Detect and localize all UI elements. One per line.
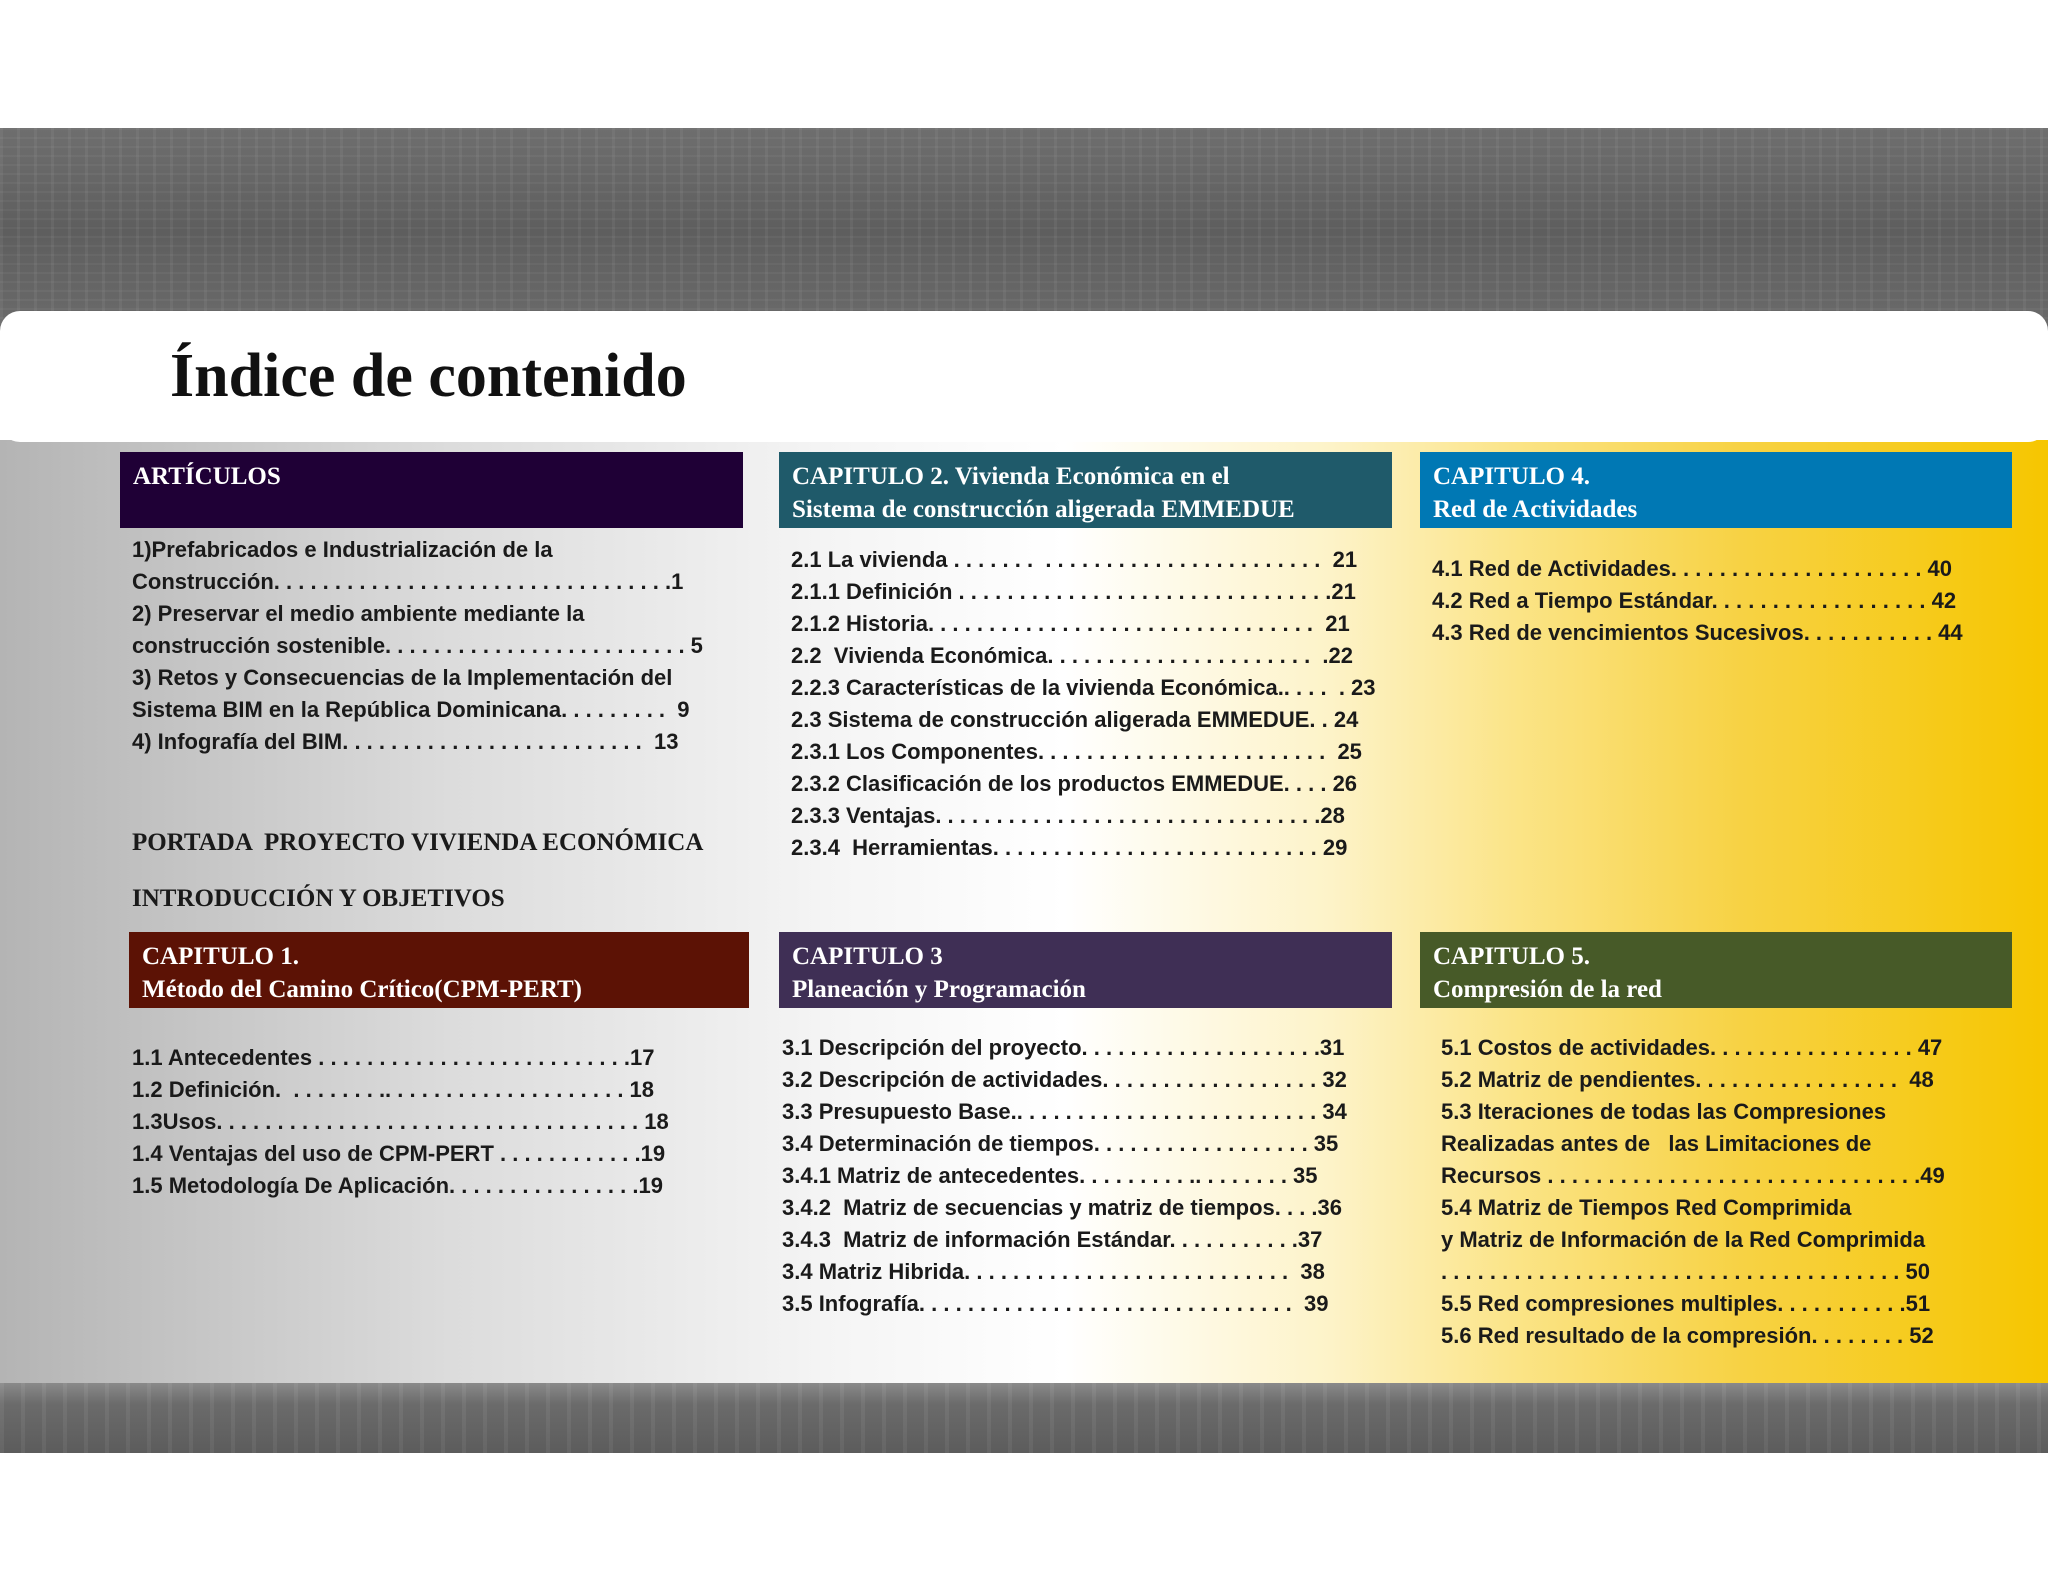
list-item[interactable]: 1.2 Definición. . . . . . . . .. . . . . . . . . . . . . . . . . . . . 18 bbox=[132, 1077, 655, 1102]
list-item[interactable]: 3.2 Descripción de actividades. . . . . . . . . . . . . . . . . . 32 bbox=[782, 1067, 1347, 1092]
cap4-header bbox=[1420, 452, 2012, 528]
page-title: Índice de contenido bbox=[170, 342, 687, 410]
list-item[interactable]: 5.3 Iteraciones de todas las Compresiones bbox=[1441, 1099, 1887, 1124]
list-item[interactable]: 2) Preservar el medio ambiente mediante la bbox=[132, 601, 585, 626]
articulos-header-label: ARTÍCULOS bbox=[133, 463, 281, 490]
list-item[interactable]: 5.2 Matriz de pendientes. . . . . . . . . . . . . . . . . 48 bbox=[1441, 1067, 1934, 1092]
list-item[interactable]: Recursos . . . . . . . . . . . . . . . . . . . . . . . . . . . . . . .49 bbox=[1441, 1163, 1945, 1188]
list-item[interactable]: 1.4 Ventajas del uso de CPM-PERT . . . . . . . . . . . .19 bbox=[132, 1141, 666, 1166]
cap3-header-line2: Planeación y Programación bbox=[792, 976, 1086, 1003]
list-item[interactable]: 3.4 Matriz Hibrida. . . . . . . . . . . . . . . . . . . . . . . . . . . 38 bbox=[782, 1259, 1325, 1284]
list-item[interactable]: . . . . . . . . . . . . . . . . . . . . . . . . . . . . . . . . . . . . . . 50 bbox=[1441, 1259, 1931, 1284]
cap4-header-line1: CAPITULO 4. bbox=[1433, 463, 1590, 490]
list-item[interactable]: 5.6 Red resultado de la compresión. . . . . . . . 52 bbox=[1441, 1323, 1934, 1348]
cap3-list bbox=[782, 1032, 1347, 1320]
list-item[interactable]: 3.4.3 Matriz de información Estándar. . . . . . . . . . .37 bbox=[782, 1227, 1323, 1252]
list-item[interactable]: Construcción. . . . . . . . . . . . . . . . . . . . . . . . . . . . . . . . .1 bbox=[132, 569, 684, 594]
list-item[interactable]: 1)Prefabricados e Industrialización de la bbox=[132, 537, 553, 562]
bottom-texture-band bbox=[0, 1383, 2048, 1453]
list-item[interactable]: 3.4 Determinación de tiempos. . . . . . . . . . . . . . . . . . 35 bbox=[782, 1131, 1339, 1156]
list-item[interactable]: 2.3.3 Ventajas. . . . . . . . . . . . . . . . . . . . . . . . . . . . . . . .28 bbox=[791, 803, 1345, 828]
list-item[interactable]: 2.3.2 Clasificación de los productos EMMEDUE. . . . 26 bbox=[791, 771, 1358, 796]
introduccion-entry[interactable]: INTRODUCCIÓN Y OBJETIVOS bbox=[132, 885, 505, 912]
list-item[interactable]: 1.1 Antecedentes . . . . . . . . . . . . . . . . . . . . . . . . . .17 bbox=[132, 1045, 655, 1070]
list-item[interactable]: 3.4.1 Matriz de antecedentes. . . . . . . . . .. . . . . . . . 35 bbox=[782, 1163, 1318, 1188]
cap4-list bbox=[1432, 553, 1963, 649]
cap5-header-line2: Compresión de la red bbox=[1433, 976, 1662, 1003]
cap5-header bbox=[1420, 932, 2012, 1008]
list-item[interactable]: 3.4.2 Matriz de secuencias y matriz de tiempos. . . .36 bbox=[782, 1195, 1343, 1220]
portada-entry[interactable]: PORTADA PROYECTO VIVIENDA ECONÓMICA bbox=[132, 829, 704, 856]
cap4-header-line2: Red de Actividades bbox=[1433, 496, 1638, 523]
list-item[interactable]: 3.3 Presupuesto Base.. . . . . . . . . . . . . . . . . . . . . . . . . 34 bbox=[782, 1099, 1347, 1124]
list-item[interactable]: 5.4 Matriz de Tiempos Red Comprimida bbox=[1441, 1195, 1852, 1220]
cap1-header-line2: Método del Camino Crítico(CPM-PERT) bbox=[142, 976, 583, 1003]
list-item[interactable]: 4.1 Red de Actividades. . . . . . . . . . . . . . . . . . . . . 40 bbox=[1432, 556, 1953, 581]
list-item[interactable]: Sistema BIM en la República Dominicana. . . . . . . . . 9 bbox=[132, 697, 690, 722]
list-item[interactable]: 1.5 Metodología De Aplicación. . . . . . . . . . . . . . . .19 bbox=[132, 1173, 663, 1198]
list-item[interactable]: 2.1.1 Definición . . . . . . . . . . . . . . . . . . . . . . . . . . . . . . .21 bbox=[791, 579, 1356, 604]
cap2-header-line1: CAPITULO 2. Vivienda Económica en el bbox=[792, 463, 1230, 490]
cap2-header-line2: Sistema de construcción aligerada EMMEDUE bbox=[792, 496, 1295, 523]
list-item[interactable]: 2.1 La vivienda . . . . . . . . . . . . . . . . . . . . . . . . . . . . . . 21 bbox=[791, 547, 1358, 572]
list-item[interactable]: Realizadas antes de las Limitaciones de bbox=[1441, 1131, 1872, 1156]
list-item[interactable]: 4.2 Red a Tiempo Estándar. . . . . . . . . . . . . . . . . . 42 bbox=[1432, 588, 1957, 613]
list-item[interactable]: 3.5 Infografía. . . . . . . . . . . . . . . . . . . . . . . . . . . . . . . 39 bbox=[782, 1291, 1329, 1316]
cap1-list bbox=[132, 1042, 669, 1202]
cap3-header bbox=[779, 932, 1392, 1008]
cap1-header bbox=[129, 932, 749, 1008]
list-item[interactable]: y Matriz de Información de la Red Comprimida bbox=[1441, 1227, 1926, 1252]
cap2-list bbox=[791, 544, 1376, 864]
list-item[interactable]: 3.1 Descripción del proyecto. . . . . . . . . . . . . . . . . . . .31 bbox=[782, 1035, 1345, 1060]
cap3-header-line1: CAPITULO 3 bbox=[792, 943, 943, 970]
list-item[interactable]: 4.3 Red de vencimientos Sucesivos. . . . . . . . . . . 44 bbox=[1432, 620, 1963, 645]
list-item[interactable]: 2.3.4 Herramientas. . . . . . . . . . . . . . . . . . . . . . . . . . . 29 bbox=[791, 835, 1348, 860]
list-item[interactable]: 2.3 Sistema de construcción aligerada EMMEDUE. . 24 bbox=[791, 707, 1359, 732]
list-item[interactable]: 2.2 Vivienda Económica. . . . . . . . . . . . . . . . . . . . . . .22 bbox=[791, 643, 1354, 668]
list-item[interactable]: 4) Infografía del BIM. . . . . . . . . . . . . . . . . . . . . . . . . 13 bbox=[132, 729, 679, 754]
cap5-list bbox=[1441, 1032, 1945, 1352]
list-item[interactable]: 5.1 Costos de actividades. . . . . . . . . . . . . . . . . 47 bbox=[1441, 1035, 1943, 1060]
list-item[interactable]: construcción sostenible. . . . . . . . . . . . . . . . . . . . . . . . . 5 bbox=[132, 633, 703, 658]
list-item[interactable]: 1.3Usos. . . . . . . . . . . . . . . . . . . . . . . . . . . . . . . . . . . 18 bbox=[132, 1109, 669, 1134]
list-item[interactable]: 3) Retos y Consecuencias de la Implementación del bbox=[132, 665, 673, 690]
articulos-header bbox=[120, 452, 743, 528]
articulos-list bbox=[132, 534, 703, 758]
cap1-header-line1: CAPITULO 1. bbox=[142, 943, 299, 970]
list-item[interactable]: 2.3.1 Los Componentes. . . . . . . . . . . . . . . . . . . . . . . . 25 bbox=[791, 739, 1362, 764]
top-texture-band bbox=[0, 128, 2048, 333]
list-item[interactable]: 2.2.3 Características de la vivienda Económica.. . . . . 23 bbox=[791, 675, 1376, 700]
cap2-header bbox=[779, 452, 1392, 528]
cap5-header-line1: CAPITULO 5. bbox=[1433, 943, 1590, 970]
list-item[interactable]: 2.1.2 Historia. . . . . . . . . . . . . . . . . . . . . . . . . . . . . . . . 21 bbox=[791, 611, 1350, 636]
list-item[interactable]: 5.5 Red compresiones multiples. . . . . . . . . . .51 bbox=[1441, 1291, 1931, 1316]
